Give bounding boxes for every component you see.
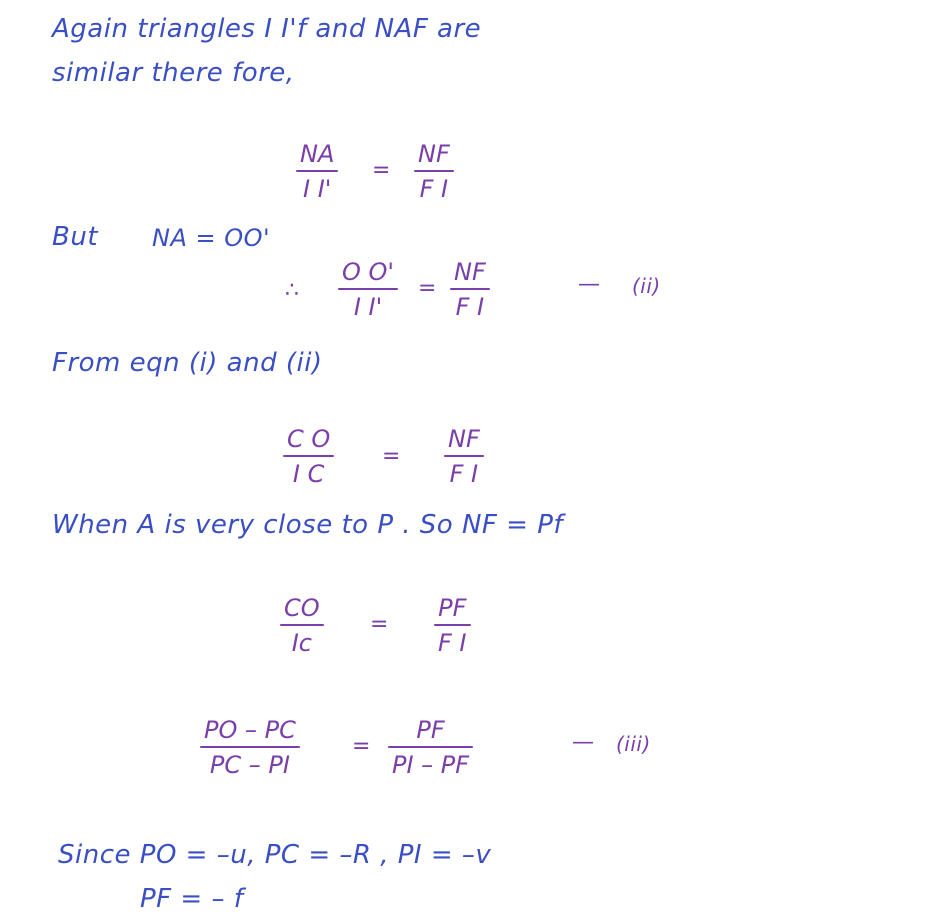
fraction-bar [450, 288, 490, 290]
equation-5-equals: = [352, 734, 371, 759]
equation-2-equals: = [418, 276, 437, 301]
note-line-3-but: But [52, 222, 99, 252]
equation-1-numerator-2: NF [418, 140, 450, 168]
fraction-bar [434, 624, 471, 626]
fraction-bar [388, 746, 473, 748]
equation-3-left-fraction [283, 425, 334, 488]
note-line-6: Since PO = –u, PC = –R , PI = –v [58, 840, 492, 870]
equation-5-tag: (iii) [616, 732, 651, 756]
equation-4-numerator-2: PF [438, 594, 467, 622]
fraction-bar [414, 170, 454, 172]
fraction-bar [296, 170, 338, 172]
equation-1-right-fraction [414, 140, 454, 203]
fraction-bar [444, 455, 484, 457]
equation-3-numerator-2: NF [448, 425, 480, 453]
equation-3-equals: = [382, 444, 401, 469]
equation-3-right-fraction [444, 425, 484, 488]
fraction-bar [338, 288, 398, 290]
equation-1-left-fraction [296, 140, 338, 203]
equation-2-numerator-2: NF [454, 258, 486, 286]
equation-2-tag: (ii) [632, 274, 661, 298]
note-line-3-expression: NA = OO' [152, 224, 271, 252]
equation-3-denominator: I C [292, 460, 325, 488]
equation-5-numerator: PO – PC [204, 716, 296, 744]
note-line-5: When A is very close to P . So NF = Pf [52, 510, 564, 540]
equation-2-numerator: O O' [342, 258, 395, 286]
equation-2-denominator: I I' [353, 293, 383, 321]
equation-4-denominator-2: F I [438, 629, 467, 657]
equation-1-numerator: NA [300, 140, 335, 168]
note-line-7: PF = – f [140, 884, 244, 914]
equation-4-left-fraction [280, 594, 324, 657]
note-line-2: similar there fore, [52, 58, 295, 88]
equation-4-equals: = [370, 612, 389, 637]
note-line-1: Again triangles I I'f and NAF are [52, 14, 482, 44]
equation-1-denominator: I I' [302, 175, 332, 203]
equation-2-therefore-symbol: ∴ [285, 278, 300, 303]
note-line-4: From eqn (i) and (ii) [52, 348, 323, 378]
equation-1-equals: = [372, 158, 391, 183]
equation-3-numerator: C O [287, 425, 331, 453]
equation-2-denominator-2: F I [455, 293, 485, 321]
fraction-bar [280, 624, 324, 626]
fraction-bar [283, 455, 334, 457]
equation-2-left-fraction [338, 258, 398, 321]
equation-5-tag-dash: — [572, 730, 595, 755]
equation-5-numerator-2: PF [416, 716, 445, 744]
equation-4-numerator: CO [284, 594, 320, 622]
equation-1-denominator-2: F I [419, 175, 449, 203]
equation-5-denominator-2: PI – PF [392, 751, 470, 779]
fraction-bar [200, 746, 300, 748]
equation-5-right-fraction [388, 716, 473, 779]
equation-4-denominator: Ic [291, 629, 312, 657]
equation-2-right-fraction [450, 258, 490, 321]
equation-4-right-fraction [434, 594, 471, 657]
equation-2-tag-dash: — [578, 272, 601, 297]
equation-3-denominator-2: F I [449, 460, 479, 488]
equation-5-left-fraction [200, 716, 300, 779]
equation-5-denominator: PC – PI [209, 751, 290, 779]
